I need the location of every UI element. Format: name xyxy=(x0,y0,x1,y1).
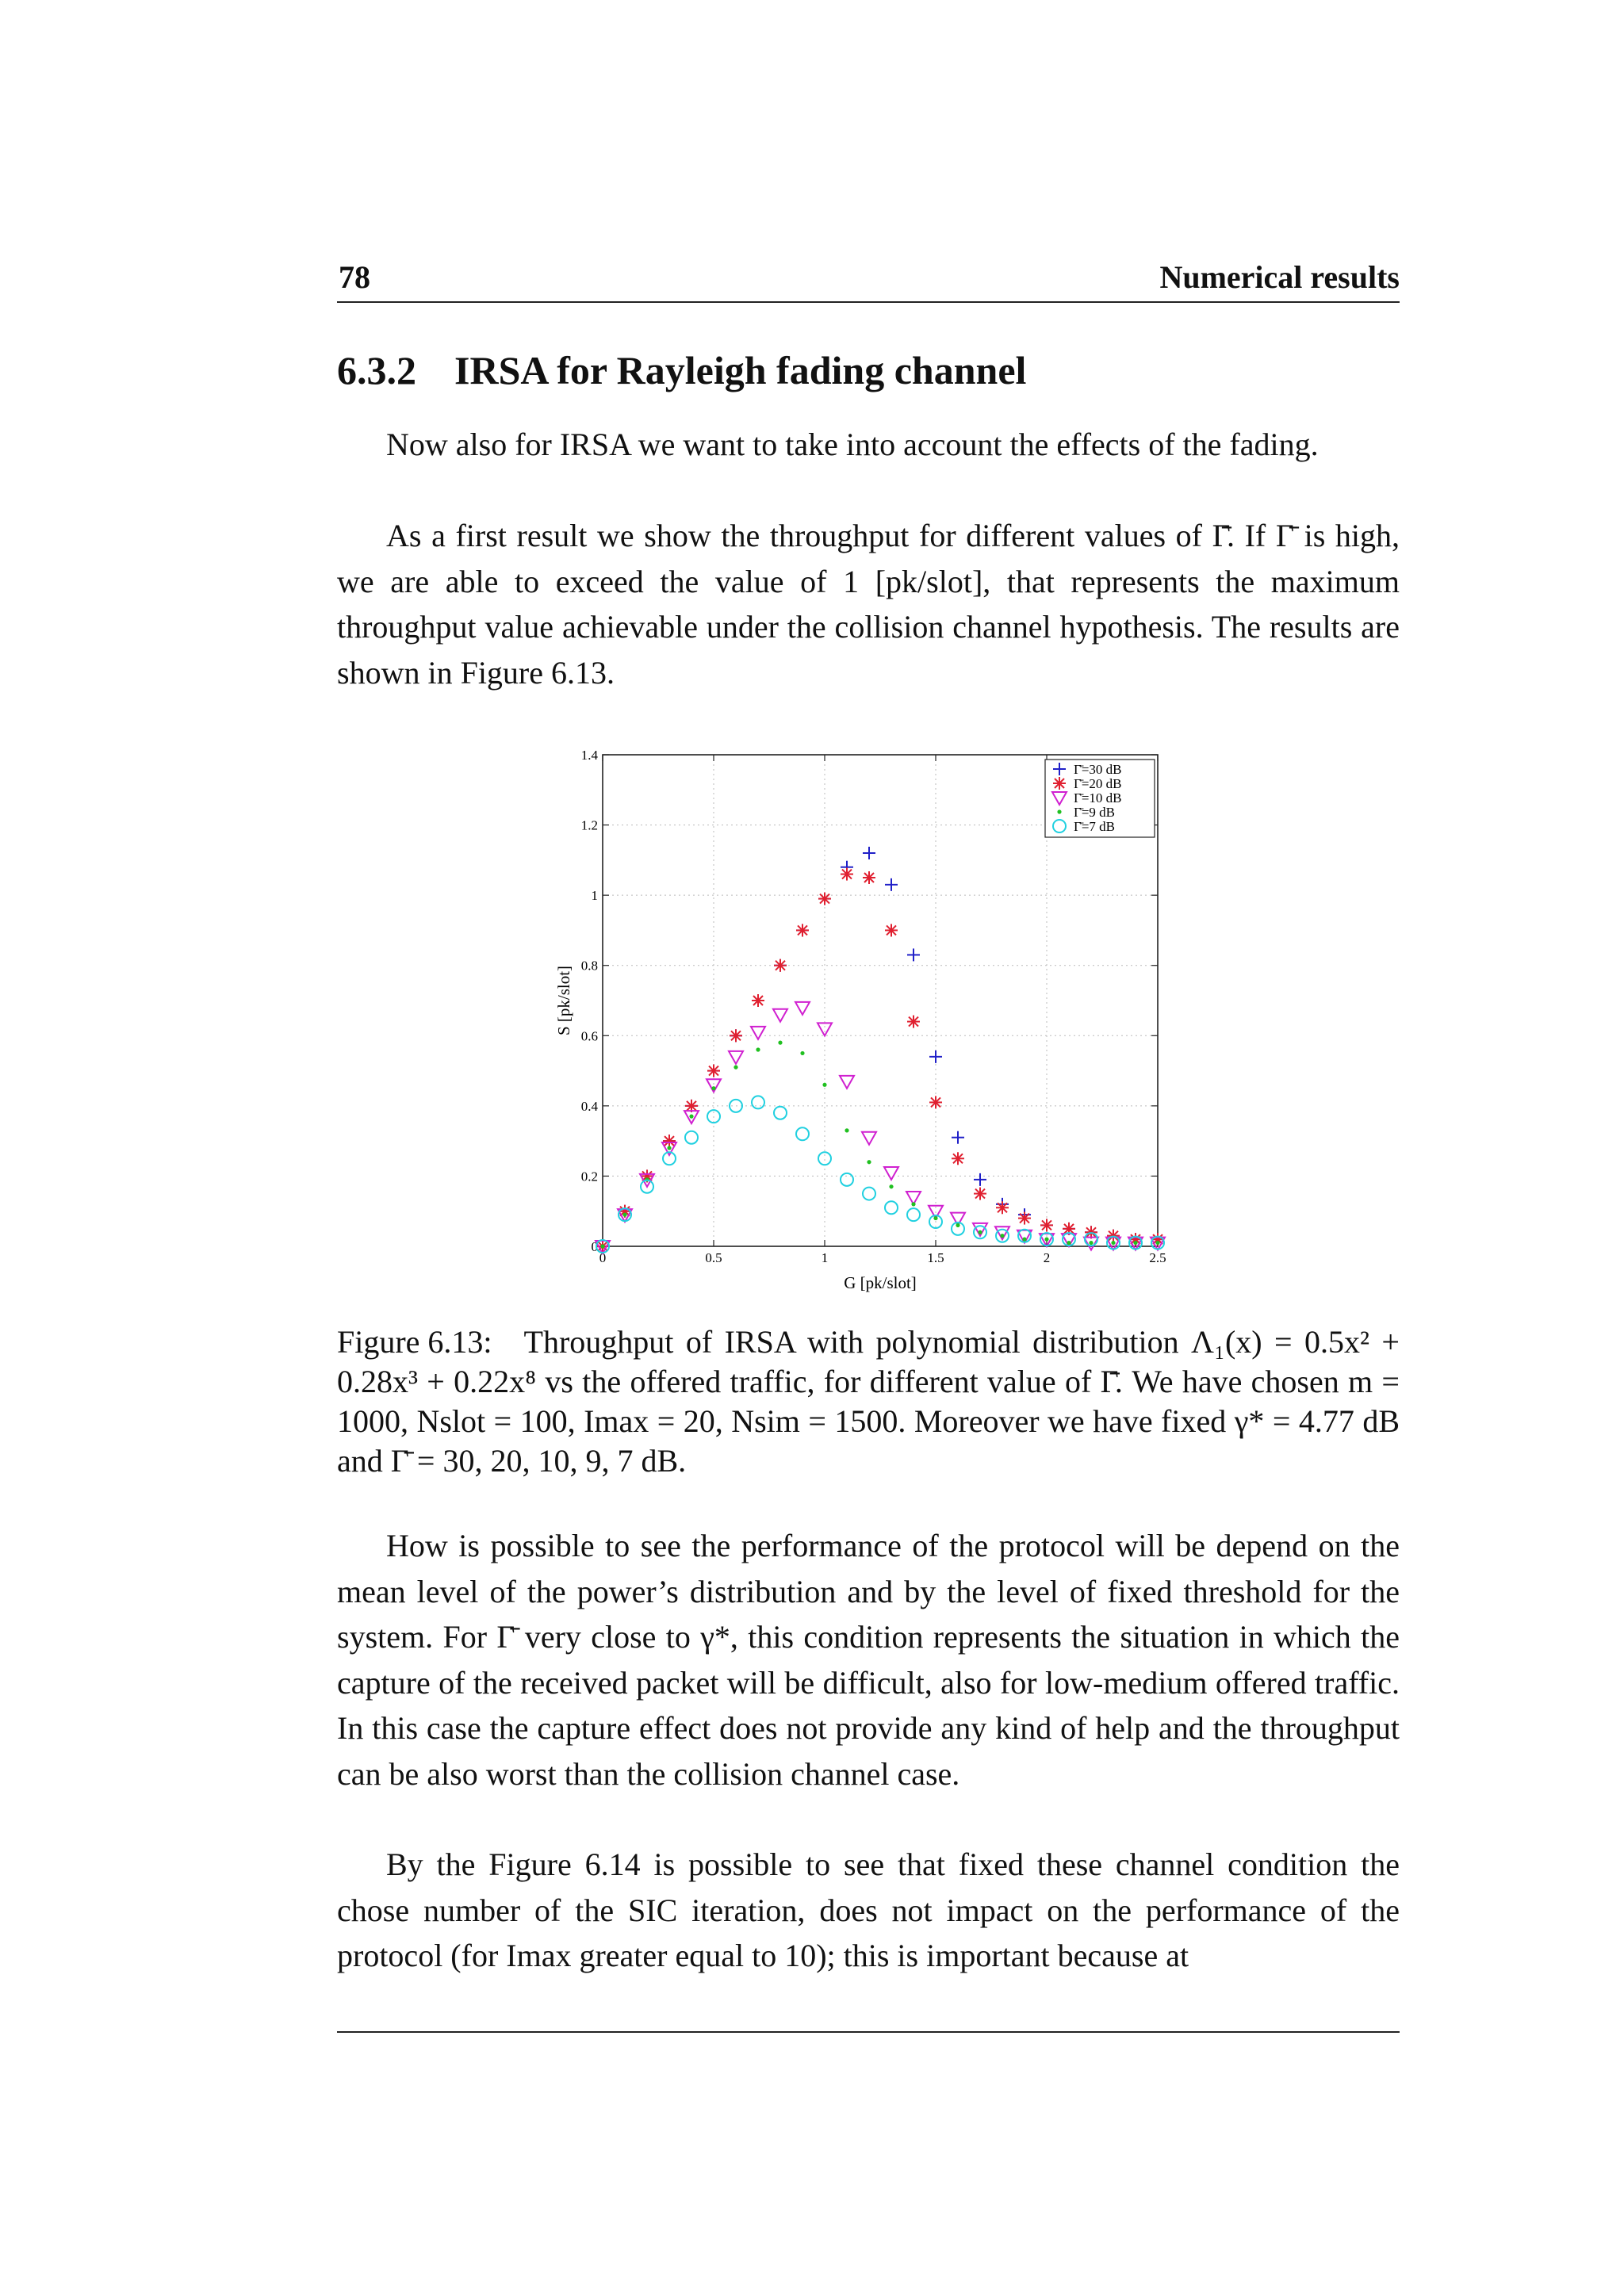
data-point xyxy=(956,1223,959,1227)
data-point xyxy=(841,868,853,881)
data-point xyxy=(863,871,875,884)
figure-6-13 xyxy=(547,745,1174,1300)
data-point xyxy=(667,1146,671,1150)
data-point xyxy=(1040,1219,1053,1231)
data-point xyxy=(907,1016,920,1028)
data-point xyxy=(622,1213,626,1217)
data-point xyxy=(733,1066,737,1070)
y-tick-label: 0.6 xyxy=(580,1028,598,1044)
data-point xyxy=(796,924,809,936)
legend-marker xyxy=(1057,809,1061,813)
footer-rule xyxy=(337,2031,1400,2033)
legend-label: Γ̄=9 dB xyxy=(1074,805,1116,820)
legend-label: Γ̄=7 dB xyxy=(1074,819,1116,834)
data-point xyxy=(1111,1241,1115,1245)
data-point xyxy=(974,1188,986,1200)
paragraph-2 xyxy=(337,513,1400,695)
data-point xyxy=(663,1135,676,1147)
data-point xyxy=(1155,1241,1159,1245)
legend-marker xyxy=(1053,777,1066,790)
figure-caption xyxy=(337,1322,1400,1481)
data-point xyxy=(711,1086,715,1090)
x-tick-label: 1.5 xyxy=(927,1250,944,1265)
paragraph-1 xyxy=(337,422,1400,468)
data-point xyxy=(867,1160,871,1164)
data-point xyxy=(1044,1238,1048,1242)
data-point xyxy=(1067,1241,1071,1245)
header-rule xyxy=(337,301,1400,303)
y-tick-label: 1.4 xyxy=(580,748,598,763)
section-heading xyxy=(337,347,1026,393)
y-tick-label: 0.2 xyxy=(580,1169,598,1184)
data-point xyxy=(800,1051,804,1055)
y-axis-label: S [pk/slot] xyxy=(554,965,573,1036)
data-point xyxy=(933,1216,937,1220)
data-point xyxy=(778,1041,782,1045)
throughput-chart xyxy=(547,745,1174,1300)
data-point xyxy=(818,893,831,905)
data-point xyxy=(889,1184,893,1188)
page-number: 78 xyxy=(339,259,370,295)
data-point xyxy=(774,959,787,972)
caption-text: Throughput of IRSA with polynomial distribution Λ₁(x) = 0.5x² + 0.28x³ + 0.22x⁸ vs the offered traffic, for different value of Γ̄. We have chosen m = 1000, Nslot = 100, Imax = 20, Nsim = 1500. Moreover we have fixed γ* = 4.77 dB and Γ̄ = 30, 20, 10, 9, 7 dB. xyxy=(337,1324,1400,1479)
y-tick-label: 1.2 xyxy=(580,817,598,833)
x-tick-label: 2.5 xyxy=(1149,1250,1166,1265)
data-point xyxy=(885,924,898,936)
data-point xyxy=(1089,1241,1093,1245)
paragraph-3-text: How is possible to see the performance of the protocol will be depend on the mean level of the power’s distribution and by the level of fixed threshold for the system. For Γ̄ very close to γ*, this condition represents the situation in which the capture of the received packet will be difficult, also for low-medium offered traffic. In this case the capture effect does not provide any kind of help and the throughput can be also worst than the collision channel case. xyxy=(337,1528,1400,1792)
y-tick-label: 1 xyxy=(591,888,598,904)
data-point xyxy=(689,1115,693,1119)
page-header xyxy=(337,255,1400,303)
x-axis-label: G [pk/slot] xyxy=(844,1273,917,1292)
data-point xyxy=(730,1029,742,1042)
legend-label: Γ̄=30 dB xyxy=(1074,762,1122,777)
y-tick-label: 0.4 xyxy=(580,1098,598,1114)
legend-label: Γ̄=20 dB xyxy=(1074,776,1122,791)
y-tick-label: 0.8 xyxy=(580,958,598,974)
paragraph-1-text: Now also for IRSA we want to take into account the effects of the fading. xyxy=(386,427,1319,462)
data-point xyxy=(600,1244,604,1248)
x-tick-label: 2 xyxy=(1043,1250,1051,1265)
legend-label: Γ̄=10 dB xyxy=(1074,790,1122,806)
data-point xyxy=(952,1152,964,1165)
running-title: Numerical results xyxy=(1159,259,1400,295)
data-point xyxy=(996,1201,1009,1214)
paragraph-3 xyxy=(337,1523,1400,1797)
data-point xyxy=(707,1065,720,1077)
section-number: 6.3.2 xyxy=(337,348,416,392)
data-point xyxy=(1000,1234,1004,1238)
data-point xyxy=(845,1128,848,1132)
data-point xyxy=(1022,1238,1026,1242)
legend xyxy=(1045,760,1155,837)
data-point xyxy=(752,994,764,1007)
x-tick-label: 0.5 xyxy=(705,1250,722,1265)
paragraph-4-text: By the Figure 6.14 is possible to see that fixed these channel condition the chose number of the SIC iteration, does not impact on the performance of the protocol (for Imax greater equal to 10); this is important because at xyxy=(337,1846,1400,1973)
x-tick-label: 0 xyxy=(599,1250,607,1265)
data-point xyxy=(1018,1212,1031,1225)
x-tick-label: 1 xyxy=(821,1250,829,1265)
paragraph-4 xyxy=(337,1842,1400,1979)
data-point xyxy=(929,1096,942,1108)
data-point xyxy=(911,1202,915,1206)
data-point xyxy=(822,1083,826,1087)
y-tick-label: 0 xyxy=(591,1239,598,1254)
data-point xyxy=(756,1047,760,1051)
caption-label: Figure 6.13: xyxy=(337,1324,492,1360)
data-point xyxy=(978,1230,982,1234)
data-point xyxy=(1133,1241,1137,1245)
section-title: IRSA for Rayleigh fading channel xyxy=(454,348,1027,392)
paragraph-2-text: As a first result we show the throughput for different values of Γ̄. If Γ̄ is high, we are able to exceed the value of 1 [pk/slot], that represents the maximum throughput value achievable under the collision channel hypothesis. The results are shown in Figure 6.13. xyxy=(337,518,1400,691)
